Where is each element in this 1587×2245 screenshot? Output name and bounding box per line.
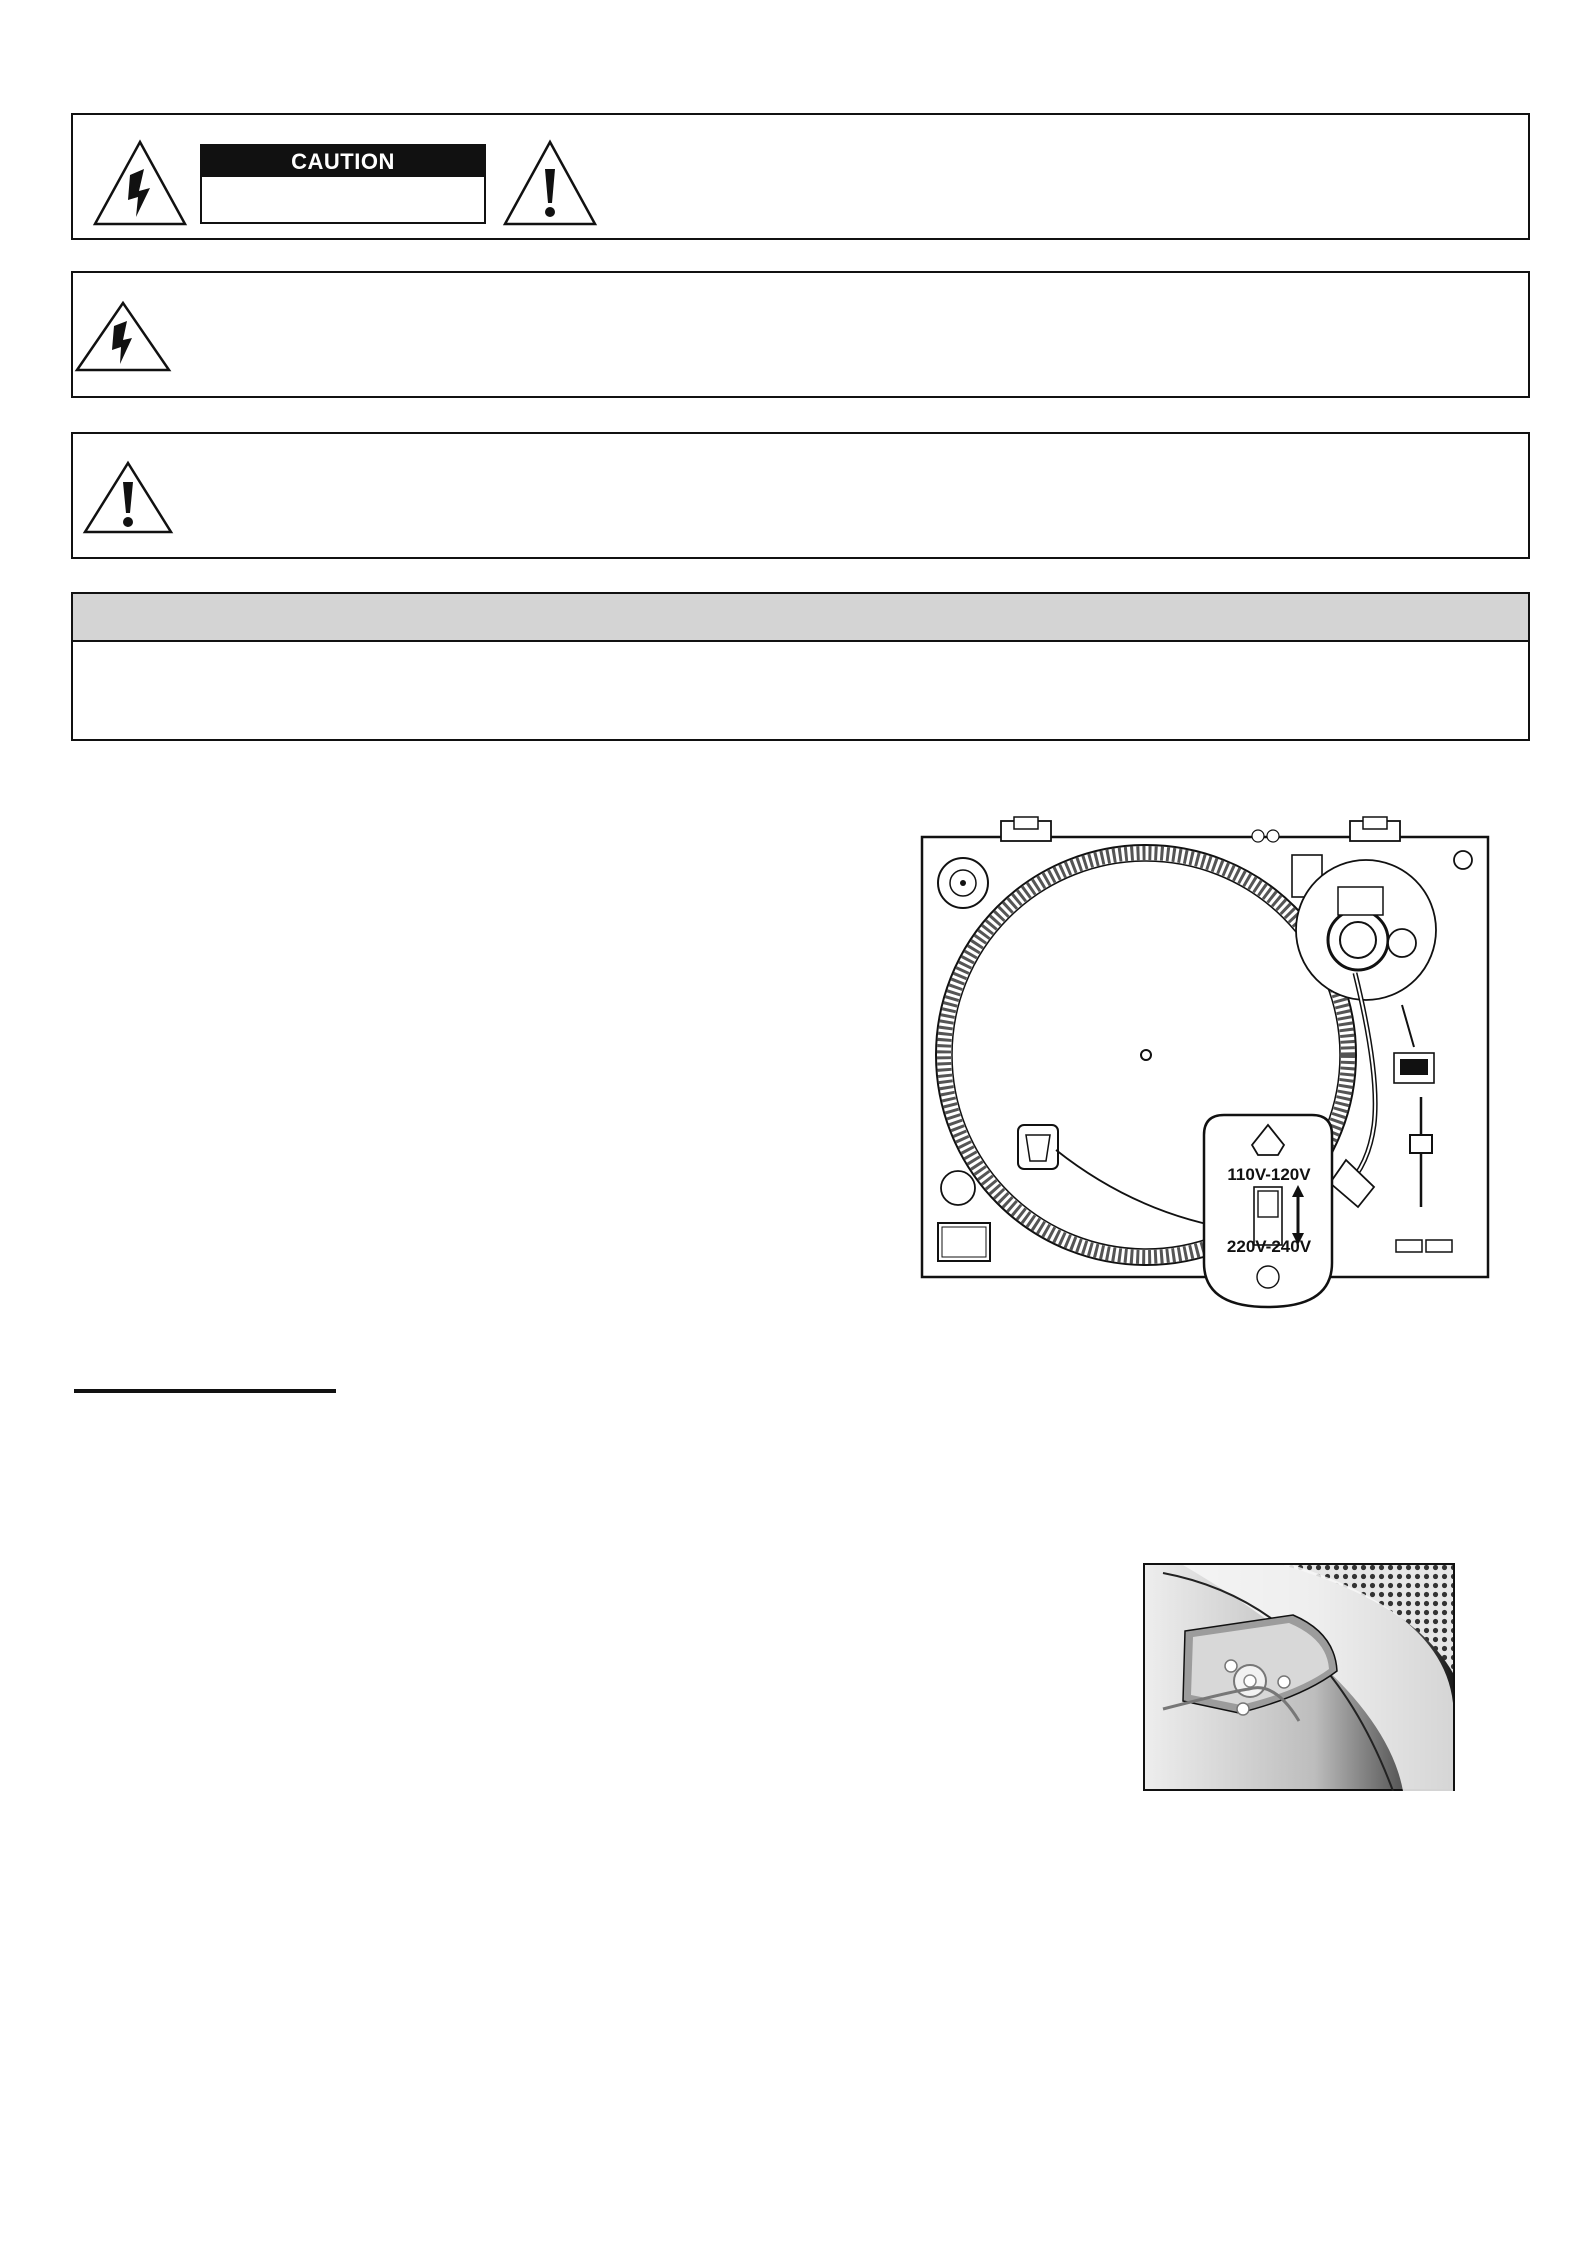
exclamation-warning-icon [82, 460, 174, 534]
electric-warning-box [71, 271, 1530, 398]
turntable-top-view-illustration [918, 815, 1496, 1313]
voltage-label-lower: 220V-240V [1226, 1237, 1312, 1256]
hinge-right [1350, 817, 1400, 841]
hinge-left [1001, 817, 1051, 841]
exclamation-warning-icon [502, 139, 598, 227]
section-heading-underline [74, 1389, 336, 1393]
attention-warning-box [71, 432, 1530, 559]
caution-label-text: CAUTION [202, 146, 484, 177]
voltage-label-upper: 110V-120V [1227, 1165, 1311, 1184]
platter-underside-photo [1143, 1563, 1455, 1791]
lightning-warning-icon [92, 139, 188, 227]
notice-box [71, 592, 1530, 741]
lightning-warning-icon [74, 300, 172, 372]
notice-header-band [73, 594, 1528, 642]
caution-label [200, 144, 486, 224]
